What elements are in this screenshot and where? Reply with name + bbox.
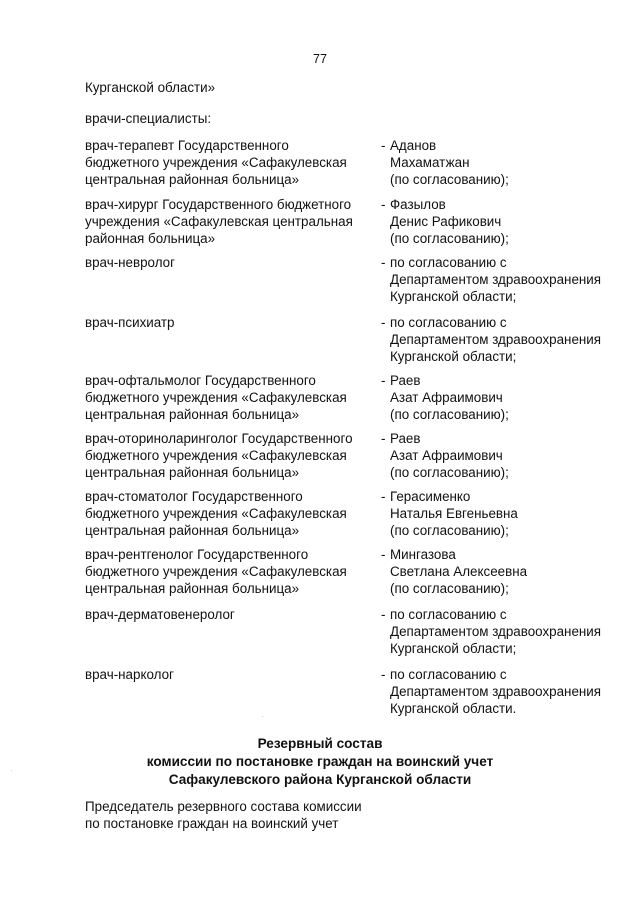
intro-continuation: Курганской области» — [85, 80, 216, 95]
scan-speck — [11, 770, 12, 771]
entry-person: - Аданов Махаматжан (по согласованию); — [381, 138, 509, 187]
page-number: 77 — [313, 52, 327, 66]
entry-role: врач-психиатр — [85, 315, 175, 330]
entry-role: врач-офтальмолог Государственного бюджетного учреждения «Сафакулевская центральная районная больница» — [85, 373, 347, 422]
entry-person: - Мингазова Светлана Алексеевна (по согласованию); — [381, 547, 528, 596]
entry-role: врач-хирург Государственного бюджетного учреждения «Сафакулевская центральная районная больница» — [85, 197, 353, 246]
entry-role: врач-дерматовенеролог — [85, 607, 235, 622]
entry-person: - по согласованию с Департаментом здравоохранения Курганской области. — [381, 667, 602, 716]
entry-role: врач-нарколог — [85, 667, 174, 682]
entry-person: - Раев Азат Афраимович (по согласованию); — [381, 431, 509, 480]
entry-role: врач-невролог — [85, 255, 176, 270]
entry-role: врач-терапевт Государственного бюджетного учреждения «Сафакулевская центральная районная больница» — [85, 138, 347, 187]
entry-role: врач-стоматолог Государственного бюджетного учреждения «Сафакулевская центральная районная больница» — [85, 489, 347, 538]
entry-person: - Фазылов Денис Рафикович (по согласованию); — [381, 197, 509, 246]
entry-person: - по согласованию с Департаментом здравоохранения Курганской области; — [381, 255, 602, 304]
scan-speck — [262, 716, 263, 717]
reserve-section-title: Резервный состав комиссии по постановке граждан на воинский учет Сафакулевского района Курганской области — [146, 736, 494, 787]
reserve-chair-title: Председатель резервного состава комиссии по постановке граждан на воинский учет — [85, 799, 362, 831]
specialists-heading: врачи-специалисты: — [85, 111, 212, 126]
entry-person: - Герасименко Наталья Евгеньевна (по согласованию); — [381, 489, 518, 538]
entry-role: врач-рентгенолог Государственного бюджетного учреждения «Сафакулевская центральная районная больница» — [85, 547, 347, 596]
entry-person: - Раев Азат Афраимович (по согласованию); — [381, 373, 509, 422]
entry-role: врач-оториноларинголог Государственного бюджетного учреждения «Сафакулевская центральная районная больница» — [85, 431, 353, 480]
entry-person: - по согласованию с Департаментом здравоохранения Курганской области; — [381, 607, 602, 656]
entry-person: - по согласованию с Департаментом здравоохранения Курганской области; — [381, 315, 602, 364]
